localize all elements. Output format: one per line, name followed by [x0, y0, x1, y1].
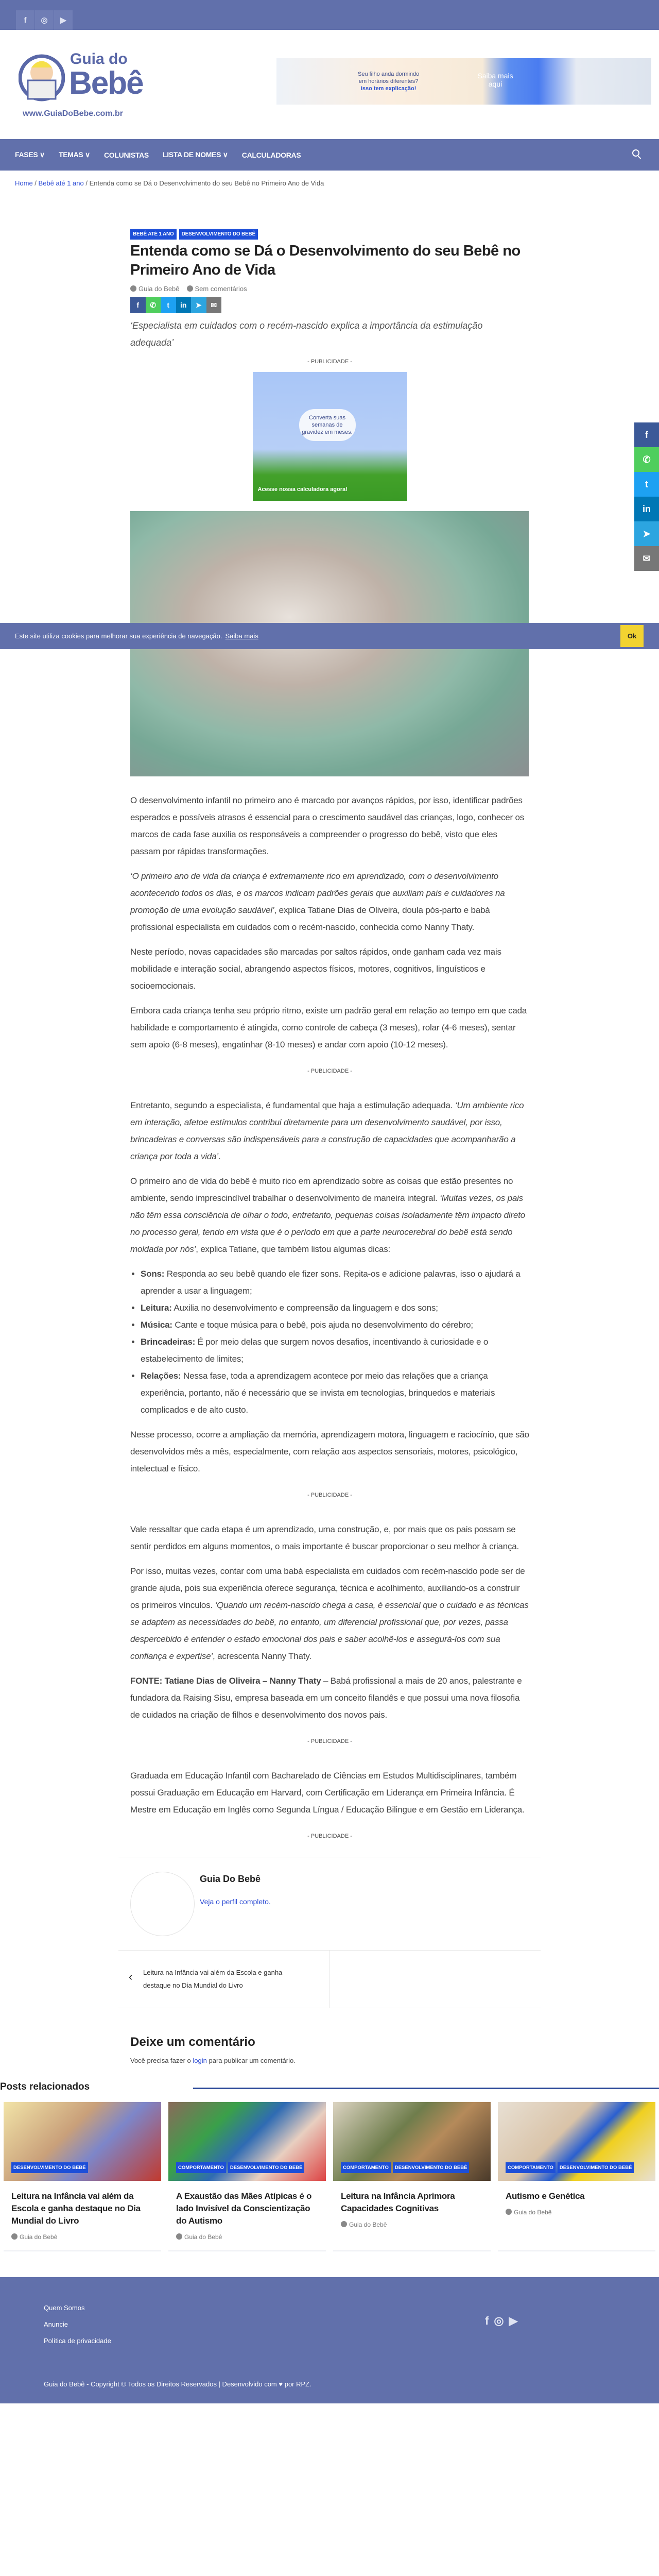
text: . [218, 1151, 221, 1161]
share-buttons [130, 297, 529, 313]
article-subtitle: ‘Especialista em cuidados com o recém-nascido explica a importância da estimulação adequada’ [130, 320, 483, 348]
site-header [0, 30, 659, 139]
breadcrumb-home[interactable]: Home [15, 179, 33, 187]
ad-label: - PUBLICIDADE - [307, 1068, 352, 1074]
article-body-3 [130, 1521, 529, 1723]
ad-label: - PUBLICIDADE - [307, 1738, 352, 1744]
cookie-text: Este site utiliza cookies para melhorar sua experiência de navegação. [15, 632, 222, 640]
youtube-icon[interactable]: ▶ [509, 2314, 518, 2327]
logo-baby-icon [19, 49, 65, 106]
tag-desenvolvimento[interactable]: DESENVOLVIMENTO DO BEBÊ [179, 229, 258, 240]
tip-item [141, 1299, 529, 1316]
text: Graduada em Educação Infantil com Bacharelado de Ciências em Estudos Multidisciplinares, também possui Graduação em Educação em Harvard, com Certificação em Liderança em Primeira Infância. É Mestre em Educação em Inglês como Segunda Língua / Educação Bilingue e em Gestão em Liderança. [130, 1771, 525, 1815]
main-nav [0, 139, 659, 171]
related-post-card[interactable] [498, 2102, 655, 2251]
breadcrumb-current: Entenda como se Dá o Desenvolvimento do seu Bebê no Primeiro Ano de Vida [89, 179, 324, 187]
footer-link-anuncie[interactable]: Anuncie [44, 2320, 68, 2328]
author-avatar[interactable] [130, 1872, 195, 1936]
calculator-ad[interactable] [253, 372, 407, 501]
related-post-title[interactable]: Leitura na Infância vai além da Escola e ganha destaque no Dia Mundial do Livro [11, 2191, 141, 2226]
youtube-icon[interactable]: ▶ [54, 10, 73, 30]
tip-text: É por meio delas que surgem novos desafios, incentivando à curiosidade e o estabelecimento de limites; [141, 1337, 489, 1364]
paragraph [130, 1002, 529, 1053]
copyright: Guia do Bebê - Copyright © Todos os Direitos Reservados | Desenvolvido com ♥ por RPZ. [44, 2380, 311, 2388]
text: – Babá profissional a mais de 20 anos, palestrante e fundadora da Raising Sisu, empresa baseada em um conceito filandês e que possui uma nova filosofia de cuidados na criação de filhos e desenvolvimento dos novos pais. [130, 1676, 522, 1720]
article-tags [130, 229, 529, 240]
related-post-image[interactable] [498, 2102, 655, 2181]
cookie-ok-button[interactable]: Ok [620, 625, 644, 647]
article-meta [130, 285, 529, 293]
previous-post-title: Leitura na Infância vai além da Escola e ganha destaque no Dia Mundial do Livro [143, 1969, 283, 1989]
quote-text: ‘Quando um recém-nascido chega a casa, é essencial que o cuidado e as técnicas se adaptem as necessidades do bebê, no entanto, um diferencial profissional que, por vezes, passa despercebido é entender o estado emocional dos pais e saber acolhê-los e assegurá-los com sua confiança e expertise’ [130, 1600, 529, 1661]
tip-item [141, 1265, 529, 1299]
facebook-icon[interactable]: f [16, 10, 35, 30]
category-tag[interactable]: COMPORTAMENTO [341, 2162, 391, 2173]
paragraph [130, 868, 529, 936]
category-tag[interactable]: DESENVOLVIMENTO DO BEBÊ [558, 2162, 634, 2173]
paragraph [130, 1521, 529, 1555]
text: Embora cada criança tenha seu próprio ritmo, existe um padrão geral em relação ao tempo em que cada habilidade e comportamento é atingida, como controle de cabeça (3 meses), rolar (4-6 meses), sentar sem apoio (6-8 meses), engatinhar (8-10 meses) e andar com apoio (10-12 meses). [130, 1006, 527, 1049]
tip-item [141, 1316, 529, 1333]
comments-meta[interactable]: Sem comentários [187, 285, 247, 293]
telegram-share-icon[interactable]: ➤ [191, 297, 206, 313]
top-bar [0, 0, 659, 30]
text: , explica Tatiane Dias de Oliveira, doula pós-parto e babá profissional especialista em cuidados com o recém-nascido, conhecida como Nanny Thaty. [130, 905, 490, 932]
bold-text: FONTE: Tatiane Dias de Oliveira – Nanny Thaty [130, 1676, 321, 1686]
email-share-icon[interactable]: ✉ [206, 297, 222, 313]
related-post-card[interactable] [168, 2102, 326, 2251]
logo-text-1: Guia do [70, 50, 128, 67]
footer-link-quem-somos[interactable]: Quem Somos [44, 2304, 85, 2312]
category-tag[interactable]: DESENVOLVIMENTO DO BEBÊ [11, 2162, 88, 2173]
tip-text: Responda ao seu bebê quando ele fizer sons. Repita-os e adicione palavras, isso o ajudará a aprender a usar a linguagem; [141, 1269, 521, 1296]
author-name: Guia do Bebê [349, 2221, 387, 2228]
site-logo[interactable] [19, 49, 152, 118]
nav-item-calculadoras[interactable]: CALCULADORAS [241, 150, 301, 159]
text: , explica Tatiane, que também listou algumas dicas: [196, 1244, 391, 1254]
search-icon[interactable] [632, 149, 639, 157]
header-ad-banner[interactable] [276, 58, 651, 105]
banner-cta[interactable]: Saiba mais aqui [477, 72, 513, 88]
comments-section [130, 2035, 659, 2081]
user-icon [11, 2233, 18, 2240]
linkedin-share-icon[interactable]: in [176, 297, 192, 313]
breadcrumb [0, 171, 659, 229]
telegram-share-icon[interactable]: ➤ [634, 521, 659, 546]
paragraph [130, 1672, 529, 1723]
author-name: Guia do Bebê [184, 2233, 222, 2241]
text: Vale ressaltar que cada etapa é um aprendizado, uma construção, e, por mais que os pais possam se sentir perdidos em alguns momentos, o mais importante é buscar proporcionar o seu melhor à criança. [130, 1524, 519, 1551]
quote-text: ‘Um ambiente rico em interação, afetoe estímulos contribui diretamente para um desenvolvimento saudável, por isso, brincadeiras e conversas são indispensáveis para a construção de capacidades que acompanharão a criança por toda a vida’ [130, 1100, 524, 1161]
related-post-title[interactable]: A Exaustão das Mães Atípicas é o lado Invisível da Conscientização do Autismo [176, 2191, 312, 2226]
paragraph [130, 1563, 529, 1665]
cookie-banner [0, 623, 659, 649]
related-post-tags [506, 2162, 634, 2173]
tip-item [141, 1333, 529, 1367]
quote-text: ‘O primeiro ano de vida da criança é extremamente rico em aprendizado, com o desenvolvimento acontecendo todos os dias, e os marcos indicam padrões gerais que auxiliam pais e cuidadores na promoção de uma evolução saudável’ [130, 871, 505, 915]
article-body-1 [130, 792, 529, 1053]
related-post-card[interactable] [4, 2102, 161, 2251]
facebook-share-icon[interactable]: f [634, 422, 659, 447]
instagram-icon[interactable]: ◎ [35, 10, 54, 30]
heading-line [193, 2088, 659, 2089]
twitter-share-icon[interactable]: t [634, 472, 659, 497]
author-name: Guia do Bebê [20, 2233, 58, 2241]
related-post-author [176, 2233, 318, 2241]
user-icon [176, 2233, 182, 2240]
banner-text: Seu filho anda dormindo em horários diferentes? Isso tem explicação! [358, 71, 420, 92]
facebook-share-icon[interactable]: f [130, 297, 146, 313]
email-share-icon[interactable]: ✉ [634, 546, 659, 571]
author-box [0, 1857, 659, 1950]
ad-text: Converta suas semanas de gravidez em meses. [299, 409, 356, 441]
logo-url: www.GuiaDoBebe.com.br [23, 109, 123, 118]
footer-link-privacidade[interactable]: Política de privacidade [44, 2337, 111, 2345]
ad-label: - PUBLICIDADE - [307, 1492, 352, 1498]
footer [0, 2277, 659, 2403]
text: O desenvolvimento infantil no primeiro ano é marcado por avanços rápidos, por isso, identificar padrões esperados e possíveis atrasos é essencial para o crescimento saudável das crianças, logo, conhecer os marcos de cada fase auxilia os responsáveis a compreender o progresso do bebê, visto que eles passam por rápidas transformações. [130, 795, 525, 856]
linkedin-share-icon[interactable]: in [634, 497, 659, 521]
comment-icon [187, 285, 193, 292]
text: Por isso, muitas vezes, contar com uma babá especialista em cuidados com recém-nascido pode ser de grande ajuda, pois sua experiência oferece segurança, técnica e acolhimento, auxiliando-os a construir os primeiros vínculos. [130, 1566, 525, 1610]
text: Neste período, novas capacidades são marcadas por saltos rápidos, onde ganham cada vez mais mobilidade e interação social, abrangendo aspectos físicos, motores, cognitivos, linguísticos e socioemocionais. [130, 947, 501, 991]
previous-post-link[interactable] [118, 1951, 330, 2008]
tip-text: Auxilia no desenvolvimento e compreensão da linguagem e dos sons; [171, 1303, 438, 1313]
breadcrumb-sep: / [32, 179, 39, 187]
text: Nesse processo, ocorre a ampliação da memória, aprendizagem motora, linguagem e raciocínio, que são desenvolvidos mês a mês, especialmente, com relação aos aspectos sensoriais, motores, psicológico, intelectual e físico. [130, 1430, 529, 1473]
category-tag[interactable]: COMPORTAMENTO [176, 2162, 226, 2173]
article [130, 229, 529, 1846]
paragraph [130, 792, 529, 860]
nav-item-temas[interactable]: TEMAS ∨ [58, 150, 90, 159]
category-tag[interactable]: DESENVOLVIMENTO DO BEBÊ [393, 2162, 470, 2173]
facebook-icon[interactable]: f [485, 2314, 489, 2327]
user-icon [341, 2221, 347, 2227]
user-icon [506, 2209, 512, 2215]
whatsapp-share-icon[interactable]: ✆ [634, 447, 659, 472]
login-link[interactable]: login [193, 2057, 207, 2064]
paragraph [130, 1767, 529, 1818]
tip-item [141, 1367, 529, 1418]
nav-item-lista-de-nomes[interactable]: LISTA DE NOMES ∨ [162, 150, 228, 159]
logo-text-2: Bebê [69, 65, 143, 101]
related-post-tags [176, 2162, 304, 2173]
breadcrumb-sep: / [83, 179, 90, 187]
whatsapp-share-icon[interactable]: ✆ [146, 297, 161, 313]
author-name: Guia do Bebê [514, 2209, 552, 2216]
twitter-share-icon[interactable]: t [161, 297, 176, 313]
tip-label: Brincadeiras: [141, 1337, 196, 1347]
related-post-tags [11, 2162, 88, 2173]
chevron-left-icon: ‹ [129, 1970, 133, 1983]
comments-heading: Deixe um comentário [130, 2035, 255, 2049]
related-posts-header [0, 2081, 659, 2097]
related-post-image[interactable] [4, 2102, 161, 2181]
article-body-2 [130, 1097, 529, 1477]
article-body-4 [130, 1767, 529, 1818]
top-social-links [16, 10, 73, 30]
category-tag[interactable]: DESENVOLVIMENTO DO BEBÊ [228, 2162, 305, 2173]
tag-bebe-ate-1-ano[interactable]: BEBÊ ATÉ 1 ANO [130, 229, 177, 240]
tips-list [141, 1265, 529, 1418]
ad-cta: Acesse nossa calculadora agora! [257, 486, 348, 493]
author-meta[interactable]: Guia do Bebê [130, 285, 180, 293]
instagram-icon[interactable]: ◎ [494, 2314, 504, 2327]
related-posts-heading: Posts relacionados [0, 2081, 90, 2092]
related-post-image[interactable] [333, 2102, 491, 2181]
breadcrumb-category[interactable]: Bebê até 1 ano [38, 179, 84, 187]
related-post-image[interactable] [168, 2102, 326, 2181]
sticky-share-bar [634, 422, 659, 571]
tip-text: Nessa fase, toda a aprendizagem acontece por meio das relações que a criança experiência, portanto, não é necessário que se invista em tecnologias, brinquedos e materiais complicados e de alto custo. [141, 1371, 495, 1415]
author-profile-link[interactable]: Veja o perfil completo. [200, 1897, 271, 1906]
tip-label: Sons: [141, 1269, 165, 1279]
text: Entretanto, segundo a especialista, é fundamental que haja a estimulação adequada. [130, 1100, 455, 1110]
user-icon [130, 285, 136, 292]
tip-label: Leitura: [141, 1303, 172, 1313]
text: , acrescenta Nanny Thaty. [213, 1651, 311, 1661]
paragraph [130, 1097, 529, 1165]
related-post-author [506, 2209, 648, 2216]
paragraph [130, 943, 529, 994]
nav-item-colunistas[interactable]: COLUNISTAS [104, 150, 149, 159]
text: O primeiro ano de vida do bebê é muito rico em aprendizado sobre as coisas que estão presentes no ambiente, sendo imprescindível trabalhar o desenvolvimento de maneira integral. [130, 1176, 513, 1203]
cookie-learn-more-link[interactable]: Saiba mais [225, 632, 258, 640]
comments-login-notice: Você precisa fazer o login para publicar um comentário. [130, 2057, 296, 2064]
related-post-title[interactable]: Autismo e Genética [506, 2191, 585, 2201]
related-post-card[interactable] [333, 2102, 491, 2251]
author-name: Guia Do Bebê [200, 1874, 261, 1884]
footer-social [485, 2314, 517, 2328]
page-title: Entenda como se Dá o Desenvolvimento do seu Bebê no Primeiro Ano de Vida [130, 243, 521, 278]
paragraph [130, 1426, 529, 1477]
related-posts [0, 2102, 659, 2257]
tip-label: Relações: [141, 1371, 181, 1381]
related-post-author [11, 2233, 153, 2241]
ad-label: - PUBLICIDADE - [307, 1833, 352, 1839]
related-post-tags [341, 2162, 469, 2173]
tip-label: Música: [141, 1320, 172, 1330]
paragraph [130, 1173, 529, 1258]
nav-item-fases[interactable]: FASES ∨ [15, 150, 45, 159]
related-post-author [341, 2221, 483, 2228]
quote-text: ‘Muitas vezes, os pais não têm essa consciência de olhar o todo, entretanto, pequenas coisas isoladamente têm impacto direto no processo geral, tendo em vista que é o período em que a parte neurocerebral do bebê está sendo moldada por nós’ [130, 1193, 525, 1254]
related-post-title[interactable]: Leitura na Infância Aprimora Capacidades Cognitivas [341, 2191, 455, 2213]
ad-label: - PUBLICIDADE - [307, 359, 352, 365]
tip-text: Cante e toque música para o bebê, pois ajuda no desenvolvimento do cérebro; [172, 1320, 473, 1330]
category-tag[interactable]: COMPORTAMENTO [506, 2162, 556, 2173]
